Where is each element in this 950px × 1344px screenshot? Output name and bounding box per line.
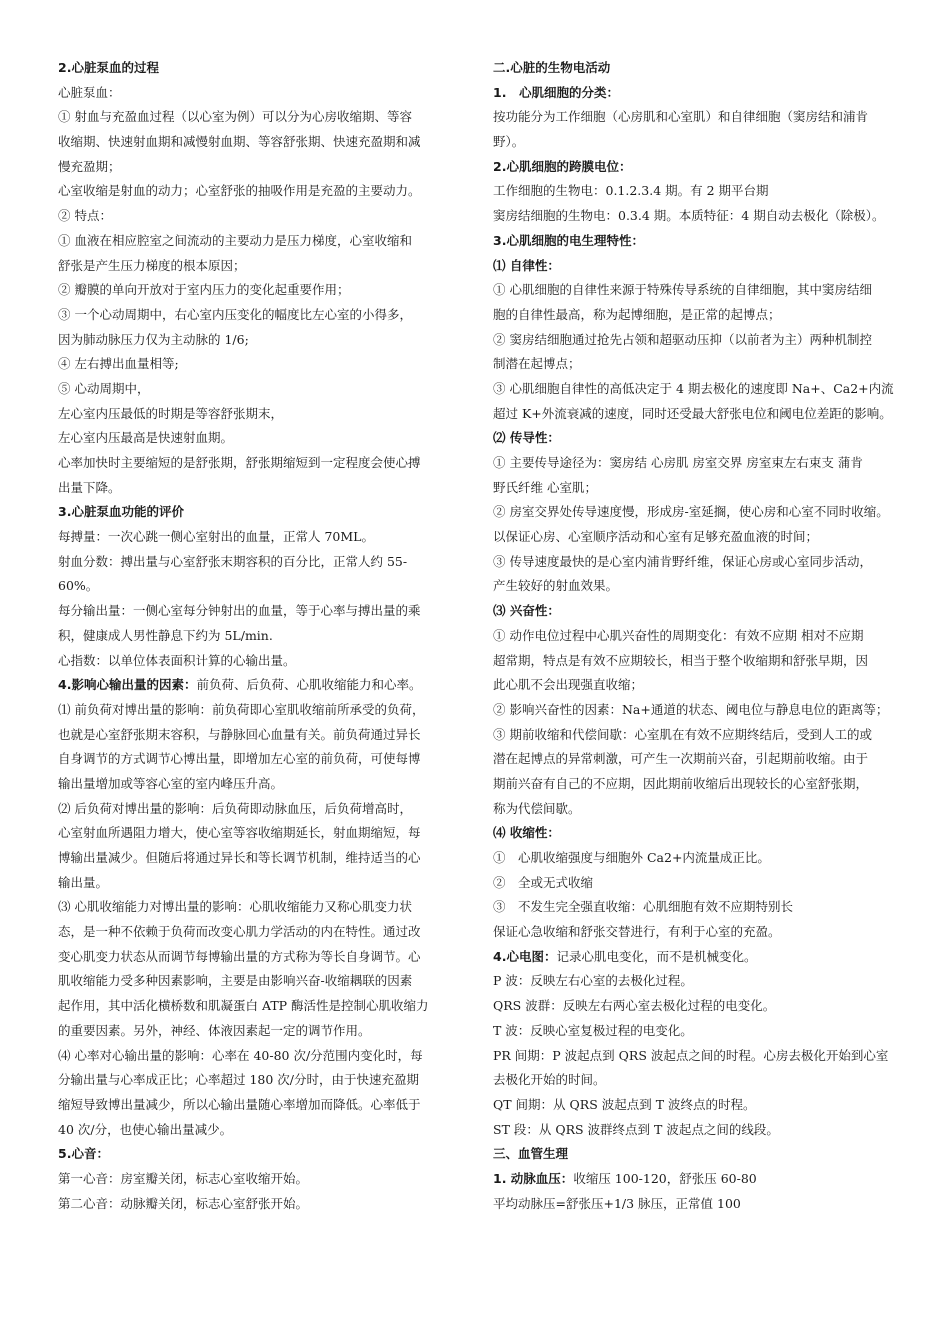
body-text: 此心肌不会出现强直收缩；: [493, 677, 644, 693]
text-line: [493, 1118, 939, 1143]
text-line: [58, 328, 478, 353]
heading-text: 3.心肌细胞的电生理特性：: [493, 232, 644, 248]
text-line: [493, 624, 939, 649]
body-text: 40 次/分，也使心输出量减少。: [58, 1121, 233, 1137]
body-text: ② 全或无式收缩: [493, 874, 594, 890]
body-text: ③ 期前收缩和代偿间歇：心室肌在有效不应期终结后，受到人工的或: [493, 726, 872, 742]
body-text: 前负荷、后负荷、心肌收缩能力和心率。: [196, 677, 422, 693]
text-line: [493, 550, 939, 575]
body-text: 的重要因素。另外，神经、体液因素起一定的调节作用。: [58, 1022, 371, 1038]
heading-text: ⑷ 收缩性：: [493, 825, 560, 841]
body-text: 制潜在起博点；: [493, 356, 581, 372]
body-text: 每搏量：一次心跳一侧心室射出的血量，正常人 70ML。: [58, 529, 374, 545]
text-line: [58, 945, 478, 970]
text-line: [58, 303, 478, 328]
body-text: 收缩期、快速射血期和减慢射血期、等容舒张期、快速充盈期和减: [58, 134, 421, 150]
body-text: T 波：反映心室复极过程的电变化。: [493, 1022, 693, 1038]
heading-line: [58, 500, 478, 525]
heading-text: 4.影响心输出量的因素：: [58, 677, 197, 693]
heading-line: [493, 1167, 939, 1192]
heading-line: [58, 1142, 478, 1167]
text-line: [58, 797, 478, 822]
text-line: [493, 895, 939, 920]
text-line: [493, 451, 939, 476]
text-line: [493, 797, 939, 822]
heading-line: [493, 229, 939, 254]
body-text: 变心肌变力状态从而调节每博输出量的方式称为等长自身调节。心: [58, 948, 421, 964]
body-text: 野氏纤维 心室肌；: [493, 479, 597, 495]
body-text: 潜在起博点的异常刺激，可产生一次期前兴奋，引起期前收缩。由于: [493, 751, 869, 767]
text-line: [493, 476, 939, 501]
body-text: ① 动作电位过程中心肌兴奋性的周期变化：有效不应期 相对不应期: [493, 627, 864, 643]
text-line: [58, 426, 478, 451]
body-text: ③ 心肌细胞自律性的高低决定于 4 期去极化的速度即 Na+、Ca2+内流: [493, 380, 894, 396]
text-line: [58, 105, 478, 130]
text-line: [58, 229, 478, 254]
body-text: 心指数：以单位体表面积计算的心输出量。: [58, 652, 296, 668]
text-line: [58, 155, 478, 180]
heading-line: [493, 945, 939, 970]
body-text: 收缩压 100-120，舒张压 60-80: [573, 1170, 757, 1186]
text-line: [58, 377, 478, 402]
text-line: [58, 649, 478, 674]
text-line: [493, 328, 939, 353]
body-text: 按功能分为工作细胞（心房肌和心室肌）和自律细胞（窦房结和浦肯: [493, 109, 869, 125]
body-text: ① 心肌细胞的自律性来源于特殊传导系统的自律细胞，其中窦房结细: [493, 282, 872, 298]
body-text: 60%。: [58, 578, 99, 594]
body-text: 缩短导致博出量减少，所以心输出量随心率增加而降低。心率低于: [58, 1096, 421, 1112]
body-text: 博输出量减少。但随后将通过异长和等长调节机制，维持适当的心: [58, 850, 421, 865]
text-line: [58, 278, 478, 303]
heading-line: [493, 56, 939, 81]
body-text: 心率加快时主要缩短的是舒张期，舒张期缩短到一定程度会使心搏: [58, 455, 421, 470]
body-text: ② 影响兴奋性的因素：Na+通道的状态、阈电位与静息电位的距离等；: [493, 701, 889, 717]
body-text: ④ 左右搏出血量相等;: [58, 356, 179, 372]
text-line: [58, 352, 478, 377]
text-line: [58, 1093, 478, 1118]
heading-line: [493, 1142, 939, 1167]
heading-line: [58, 673, 478, 698]
heading-text: 4.心电图：: [493, 948, 557, 964]
heading-text: 3.心脏泵血功能的评价: [58, 504, 184, 520]
text-line: [58, 994, 478, 1019]
text-line: [58, 747, 478, 772]
body-text: 输出量增加或等容心室的室内峰压升高。: [58, 775, 284, 791]
body-text: ⑵ 后负荷对博出量的影响：后负荷即动脉血压，后负荷增高时，: [58, 800, 412, 816]
body-text: 第一心音：房室瓣关闭，标志心室收缩开始。: [58, 1170, 309, 1186]
body-text: 积，健康成人男性静息下约为 5L/min.: [58, 627, 273, 643]
text-line: [493, 673, 939, 698]
body-text: 记录心肌电变化，而不是机械变化。: [556, 948, 757, 964]
text-line: [493, 130, 939, 155]
body-text: 第二心音：动脉瓣关闭，标志心室舒张开始。: [58, 1195, 309, 1211]
text-line: [493, 1192, 939, 1217]
text-line: [58, 402, 478, 427]
text-line: [493, 969, 939, 994]
left-column: [58, 56, 478, 1216]
body-text: ST 段：从 QRS 波群终点到 T 波起点之间的线段。: [493, 1121, 779, 1137]
text-line: [58, 81, 478, 106]
heading-line: [493, 254, 939, 279]
text-line: [58, 1192, 478, 1217]
body-text: ② 窦房结细胞通过抢先占领和超驱动压抑（以前者为主）两种机制控: [493, 331, 872, 347]
body-text: ⑤ 心动周期中，: [58, 380, 150, 396]
body-text: QRS 波群：反映左右两心室去极化过程的电变化。: [493, 998, 776, 1014]
text-line: [58, 130, 478, 155]
heading-line: [493, 821, 939, 846]
body-text: 称为代偿间歇。: [493, 800, 581, 816]
body-text: 以保证心房、心室顺序活动和心室有足够充盈血液的时间；: [493, 529, 819, 545]
body-text: ① 心肌收缩强度与细胞外 Ca2+内流量成正比。: [493, 850, 770, 865]
body-text: 射血分数：搏出量与心室舒张末期容积的百分比，正常人约 55-: [58, 553, 408, 569]
body-text: 平均动脉压=舒张压+1/3 脉压，正常值 100: [493, 1195, 741, 1211]
body-text: ② 瓣膜的单向开放对于室内压力的变化起重要作用；: [58, 282, 350, 298]
text-line: [58, 1044, 478, 1069]
heading-line: [58, 56, 478, 81]
body-text: 心室收缩是射血的动力；心室舒张的抽吸作用是充盈的主要动力。: [58, 183, 421, 199]
text-line: [493, 1019, 939, 1044]
body-text: 左心室内压最高是快速射血期。: [58, 430, 234, 446]
heading-line: [493, 81, 939, 106]
text-line: [58, 821, 478, 846]
body-text: 慢充盈期；: [58, 158, 121, 174]
body-text: 工作细胞的生物电：0.1.2.3.4 期。有 2 期平台期: [493, 183, 769, 199]
body-text: 也就是心室舒张期末容积，与静脉回心血量有关。前负荷通过异长: [58, 726, 421, 742]
text-line: [493, 1093, 939, 1118]
text-line: [493, 920, 939, 945]
body-text: 胞的自律性最高，称为起博细胞，是正常的起博点；: [493, 306, 781, 322]
body-text: 左心室内压最低的时期是等容舒张期末，: [58, 405, 284, 421]
heading-text: 2.心肌细胞的跨膜电位：: [493, 158, 632, 174]
body-text: 分输出量与心率成正比；心率超过 180 次/分时，由于快速充盈期: [58, 1072, 420, 1088]
text-line: [58, 574, 478, 599]
body-text: ⑴ 前负荷对博出量的影响：前负荷即心室肌收缩前所承受的负荷，: [58, 701, 425, 717]
body-text: 超过 K+外流衰减的速度，同时还受最大舒张电位和阈电位差距的影响。: [493, 405, 892, 421]
heading-text: 三、血管生理: [493, 1146, 569, 1162]
text-line: [58, 1167, 478, 1192]
text-line: [493, 994, 939, 1019]
body-text: PR 间期：P 波起点到 QRS 波起点之间的时程。心房去极化开始到心室: [493, 1047, 889, 1063]
text-line: [58, 723, 478, 748]
text-line: [493, 402, 939, 427]
text-line: [493, 179, 939, 204]
text-line: [58, 772, 478, 797]
text-line: [493, 377, 939, 402]
body-text: 因为肺动脉压力仅为主动脉的 1/6;: [58, 331, 249, 347]
body-text: ② 特点：: [58, 208, 112, 224]
text-line: [58, 451, 478, 476]
text-line: [493, 352, 939, 377]
text-line: [58, 969, 478, 994]
text-line: [58, 846, 478, 871]
text-line: [58, 179, 478, 204]
text-line: [58, 550, 478, 575]
text-line: [58, 525, 478, 550]
body-text: ① 射血与充盈血过程（以心室为例）可以分为心房收缩期、等容: [58, 109, 412, 125]
text-line: [493, 500, 939, 525]
body-text: 输出量。: [58, 874, 109, 890]
body-text: ① 主要传导途径为：窦房结 心房肌 房室交界 房室束左右束支 蒲肯: [493, 455, 863, 470]
body-text: ② 房室交界处传导速度慢，形成房-室延搁，使心房和心室不同时收缩。: [493, 504, 889, 520]
body-text: 窦房结细胞的生物电：0.3.4 期。本质特征：4 期自动去极化（除极）。: [493, 208, 885, 224]
text-line: [493, 772, 939, 797]
text-line: [493, 525, 939, 550]
text-line: [493, 871, 939, 896]
text-line: [493, 649, 939, 674]
heading-text: 1. 心肌细胞的分类：: [493, 84, 619, 100]
text-line: [58, 476, 478, 501]
body-text: ⑷ 心率对心输出量的影响：心率在 40-80 次/分范围内变化时，每: [58, 1047, 423, 1063]
text-line: [493, 1044, 939, 1069]
body-text: 超常期，特点是有效不应期较长，相当于整个收缩期和舒张早期，因: [493, 652, 869, 668]
body-text: QT 间期：从 QRS 波起点到 T 波终点的时程。: [493, 1096, 756, 1112]
body-text: 态，是一种不依赖于负荷而改变心肌力学活动的内在特性。通过改: [58, 924, 421, 940]
body-text: ③ 传导速度最快的是心室内浦肯野纤维，保证心房或心室同步活动，: [493, 553, 872, 569]
text-line: [493, 574, 939, 599]
body-text: 心脏泵血：: [58, 84, 121, 100]
text-line: [58, 920, 478, 945]
text-line: [493, 278, 939, 303]
text-line: [493, 105, 939, 130]
text-line: [58, 1019, 478, 1044]
body-text: ⑶ 心肌收缩能力对博出量的影响：心肌收缩能力又称心肌变力状: [58, 899, 412, 915]
heading-text: 二.心脏的生物电活动: [493, 60, 611, 75]
heading-line: [493, 155, 939, 180]
body-text: 产生较好的射血效果。: [493, 578, 619, 594]
text-line: [58, 871, 478, 896]
heading-text: 5.心音：: [58, 1146, 109, 1162]
text-line: [58, 204, 478, 229]
body-text: 自身调节的方式调节心博出量，即增加左心室的前负荷，可使每博: [58, 751, 421, 767]
body-text: 野）。: [493, 134, 525, 150]
right-column: [493, 56, 939, 1216]
text-line: [493, 723, 939, 748]
text-line: [58, 1118, 478, 1143]
text-line: [58, 254, 478, 279]
text-line: [58, 698, 478, 723]
text-line: [58, 895, 478, 920]
body-text: 每分输出量：一侧心室每分钟射出的血量，等于心率与搏出量的乘: [58, 603, 421, 619]
body-text: 出量下降。: [58, 479, 121, 495]
heading-text: 1. 动脉血压：: [493, 1170, 574, 1186]
body-text: 去极化开始的时间。: [493, 1072, 606, 1088]
text-line: [493, 846, 939, 871]
text-line: [493, 1068, 939, 1093]
heading-line: [493, 426, 939, 451]
body-text: 心室射血所遇阻力增大，使心室等容收缩期延长，射血期缩短，每: [58, 825, 421, 841]
text-line: [58, 1068, 478, 1093]
text-line: [493, 747, 939, 772]
text-line: [493, 303, 939, 328]
body-text: ③ 一个心动周期中，右心室内压变化的幅度比左心室的小得多，: [58, 306, 412, 322]
body-text: 期前兴奋有自己的不应期，因此期前收缩后出现较长的心室舒张期，: [493, 775, 869, 791]
heading-line: [493, 599, 939, 624]
body-text: 起作用，其中活化横桥数和肌凝蛋白 ATP 酶活性是控制心肌收缩力: [58, 998, 429, 1014]
text-line: [493, 698, 939, 723]
body-text: ① 血液在相应腔室之间流动的主要动力是压力梯度，心室收缩和: [58, 232, 412, 248]
heading-text: 2.心脏泵血的过程: [58, 60, 159, 75]
heading-text: ⑶ 兴奋性：: [493, 603, 560, 619]
body-text: 肌收缩能力受多种因素影响，主要是由影响兴奋-收缩耦联的因素: [58, 973, 413, 989]
body-text: ③ 不发生完全强直收缩：心肌细胞有效不应期特别长: [493, 899, 794, 915]
heading-text: ⑵ 传导性：: [493, 430, 560, 446]
body-text: P 波：反映左右心室的去极化过程。: [493, 973, 693, 989]
text-line: [493, 204, 939, 229]
text-line: [58, 624, 478, 649]
body-text: 保证心急收缩和舒张交替进行，有利于心室的充盈。: [493, 924, 781, 940]
text-line: [58, 599, 478, 624]
heading-text: ⑴ 自律性：: [493, 257, 560, 273]
body-text: 舒张是产生压力梯度的根本原因；: [58, 257, 246, 273]
